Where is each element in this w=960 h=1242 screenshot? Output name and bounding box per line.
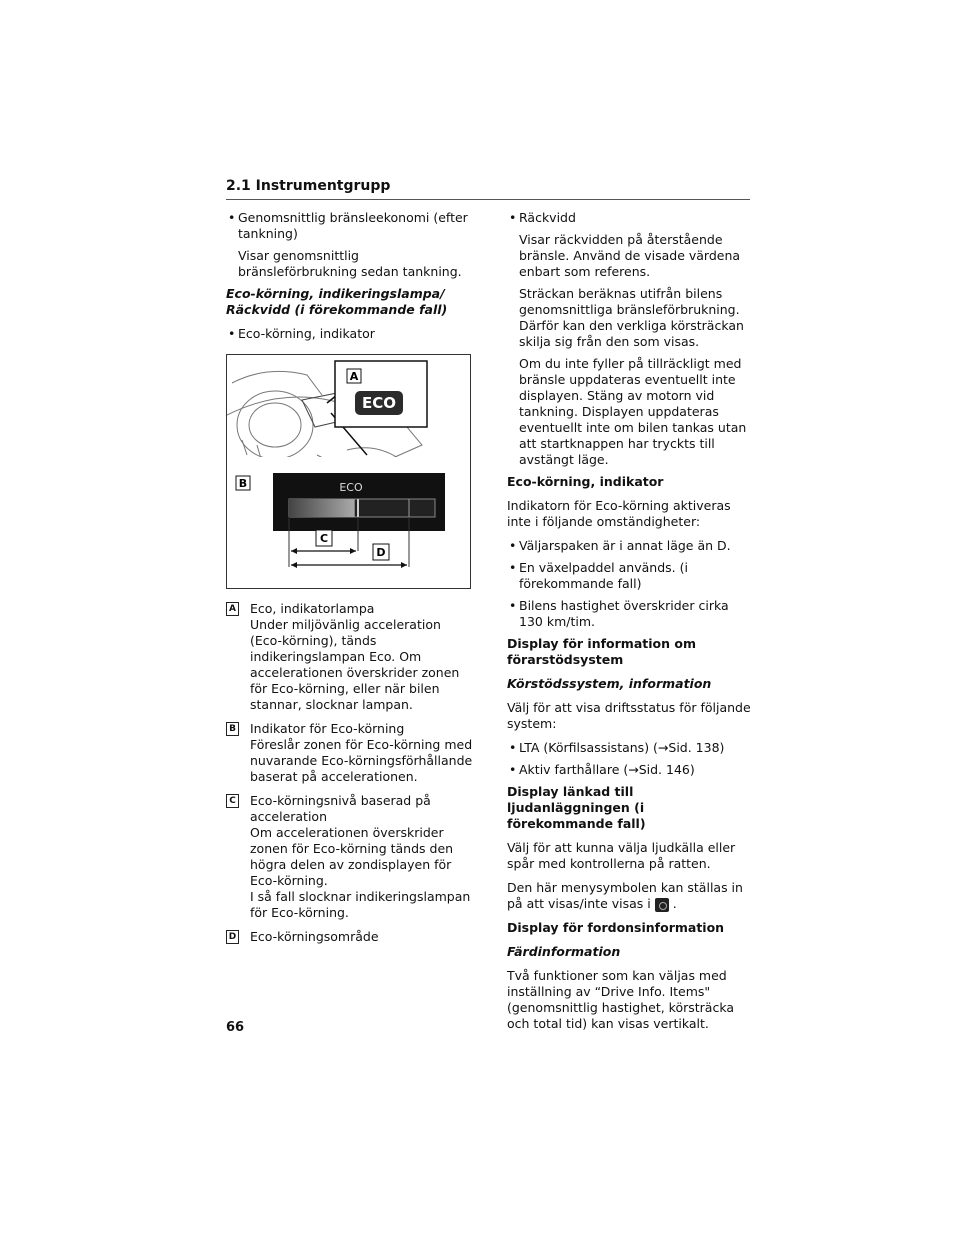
label-a: A	[349, 370, 359, 383]
legend-key-b: B	[226, 722, 239, 736]
audio-paragraph-2-end: .	[672, 896, 677, 911]
heading-eco-indicator: Eco-körning, indikator	[507, 474, 664, 489]
bullet-eco-indicator: • Eco-körning, indikator	[226, 326, 476, 342]
range-paragraph-3: Om du inte fyller på tillräckligt med bränsle uppdateras eventuellt inte displayen. Stäng av motorn vid tankning. Displayen uppdateras eventuellt inte om bilen tankas utan att startknappen har tryckts till avstängt läge.	[519, 356, 747, 467]
page-number: 66	[226, 1020, 245, 1035]
legend-text-a: Under miljövänlig acceleration (Eco-körning), tänds indikeringslampan Eco. Om accelerationen överskrider zonen för Eco-körning, eller när bilen stannar, slocknar lampan.	[250, 617, 460, 712]
indicator-bullet-2: • En växelpaddel används. (i förekommande fall)	[507, 560, 752, 592]
eco-figure-illustration	[227, 355, 470, 588]
legend-item-d	[226, 929, 476, 945]
eco-bar-fill	[289, 499, 355, 517]
indicator-bullet-3: • Bilens hastighet överskrider cirka 130 km/tim.	[507, 598, 752, 630]
label-c: C	[319, 532, 329, 545]
legend-text-c: Om accelerationen överskrider zonen för Eco-körning tänds den högra delen av zondisplayen för Eco-körning.	[250, 825, 454, 888]
heading-driver-support: Display för information om förarstödsystem	[507, 636, 696, 667]
legend-item-b	[226, 721, 476, 785]
label-d: D	[376, 546, 386, 559]
heading-audio: Display länkad till ljudanläggningen (i förekommande fall)	[507, 784, 646, 831]
heading-vehicle-info: Display för fordonsinformation	[507, 920, 725, 935]
subheading-driver-support: Körstödssystem, information	[507, 676, 712, 691]
heading-eco-driving: Eco-körning, indikeringslampa/ Räckvidd (i förekommande fall)	[226, 286, 448, 317]
legend-text-b: Föreslår zonen för Eco-körning med nuvarande Eco-körningsförhållande baserat på accelerationen.	[250, 737, 473, 784]
indicator-paragraph: Indikatorn för Eco-körning aktiveras inte i följande omständigheter:	[507, 498, 731, 529]
legend-item-a	[226, 601, 476, 713]
right-column	[507, 210, 752, 1040]
left-column	[226, 210, 476, 953]
support-bullet-cruise: • Aktiv farthållare (→Sid. 146)	[507, 762, 752, 778]
legend-key-a: A	[226, 602, 239, 616]
legend-key-d: D	[226, 930, 239, 944]
section-title: 2.1 Instrumentgrupp	[226, 178, 391, 194]
audio-paragraph-2-text: Den här menysymbolen kan ställas in på att visas/inte visas i	[507, 880, 743, 911]
eco-display-title: ECO	[339, 481, 363, 494]
bullet-average-fuel: • Genomsnittlig bränsleekonomi (efter tankning)	[226, 210, 476, 242]
audio-paragraph-2	[507, 880, 752, 912]
eco-figure	[226, 354, 471, 589]
eco-badge-text: ECO	[361, 394, 397, 412]
indicator-bullet-1: • Väljarspaken är i annat läge än D.	[507, 538, 752, 554]
range-paragraph-2: Sträckan beräknas utifrån bilens genomsnittliga bränsleförbrukning. Därför kan den verkliga körsträckan skilja sig från den som visas.	[519, 286, 744, 349]
support-paragraph: Välj för att visa driftsstatus för följande system:	[507, 700, 751, 731]
trip-paragraph: Två funktioner som kan väljas med inställning av “Drive Info. Items" (genomsnittlig hastighet, körsträcka och total tid) kan visas vertikalt.	[507, 968, 735, 1031]
average-fuel-description: Visar genomsnittlig bränsleförbrukning sedan tankning.	[238, 248, 462, 279]
audio-paragraph: Välj för att kunna välja ljudkälla eller spår med kontrollerna på ratten.	[507, 840, 736, 871]
legend-title-b: Indikator för Eco-körning	[250, 721, 405, 736]
legend-item-c	[226, 793, 476, 921]
legend-text-c-2: I så fall slocknar indikeringslampan för Eco-körning.	[250, 889, 471, 920]
legend-title-c: Eco-körningsnivå baserad på acceleration	[250, 793, 431, 824]
section-rule	[226, 199, 750, 200]
legend-title-d: Eco-körningsområde	[250, 929, 379, 944]
range-paragraph-1: Visar räckvidden på återstående bränsle. Använd de visade värdena enbart som referens.	[519, 232, 741, 279]
bullet-range: • Räckvidd	[507, 210, 752, 226]
settings-icon	[655, 898, 669, 912]
label-b: B	[238, 477, 248, 490]
subheading-trip-info: Färdinformation	[507, 944, 621, 959]
support-bullet-lta: • LTA (Körfilsassistans) (→Sid. 138)	[507, 740, 752, 756]
legend-title-a: Eco, indikatorlampa	[250, 601, 375, 616]
legend-key-c: C	[226, 794, 239, 808]
